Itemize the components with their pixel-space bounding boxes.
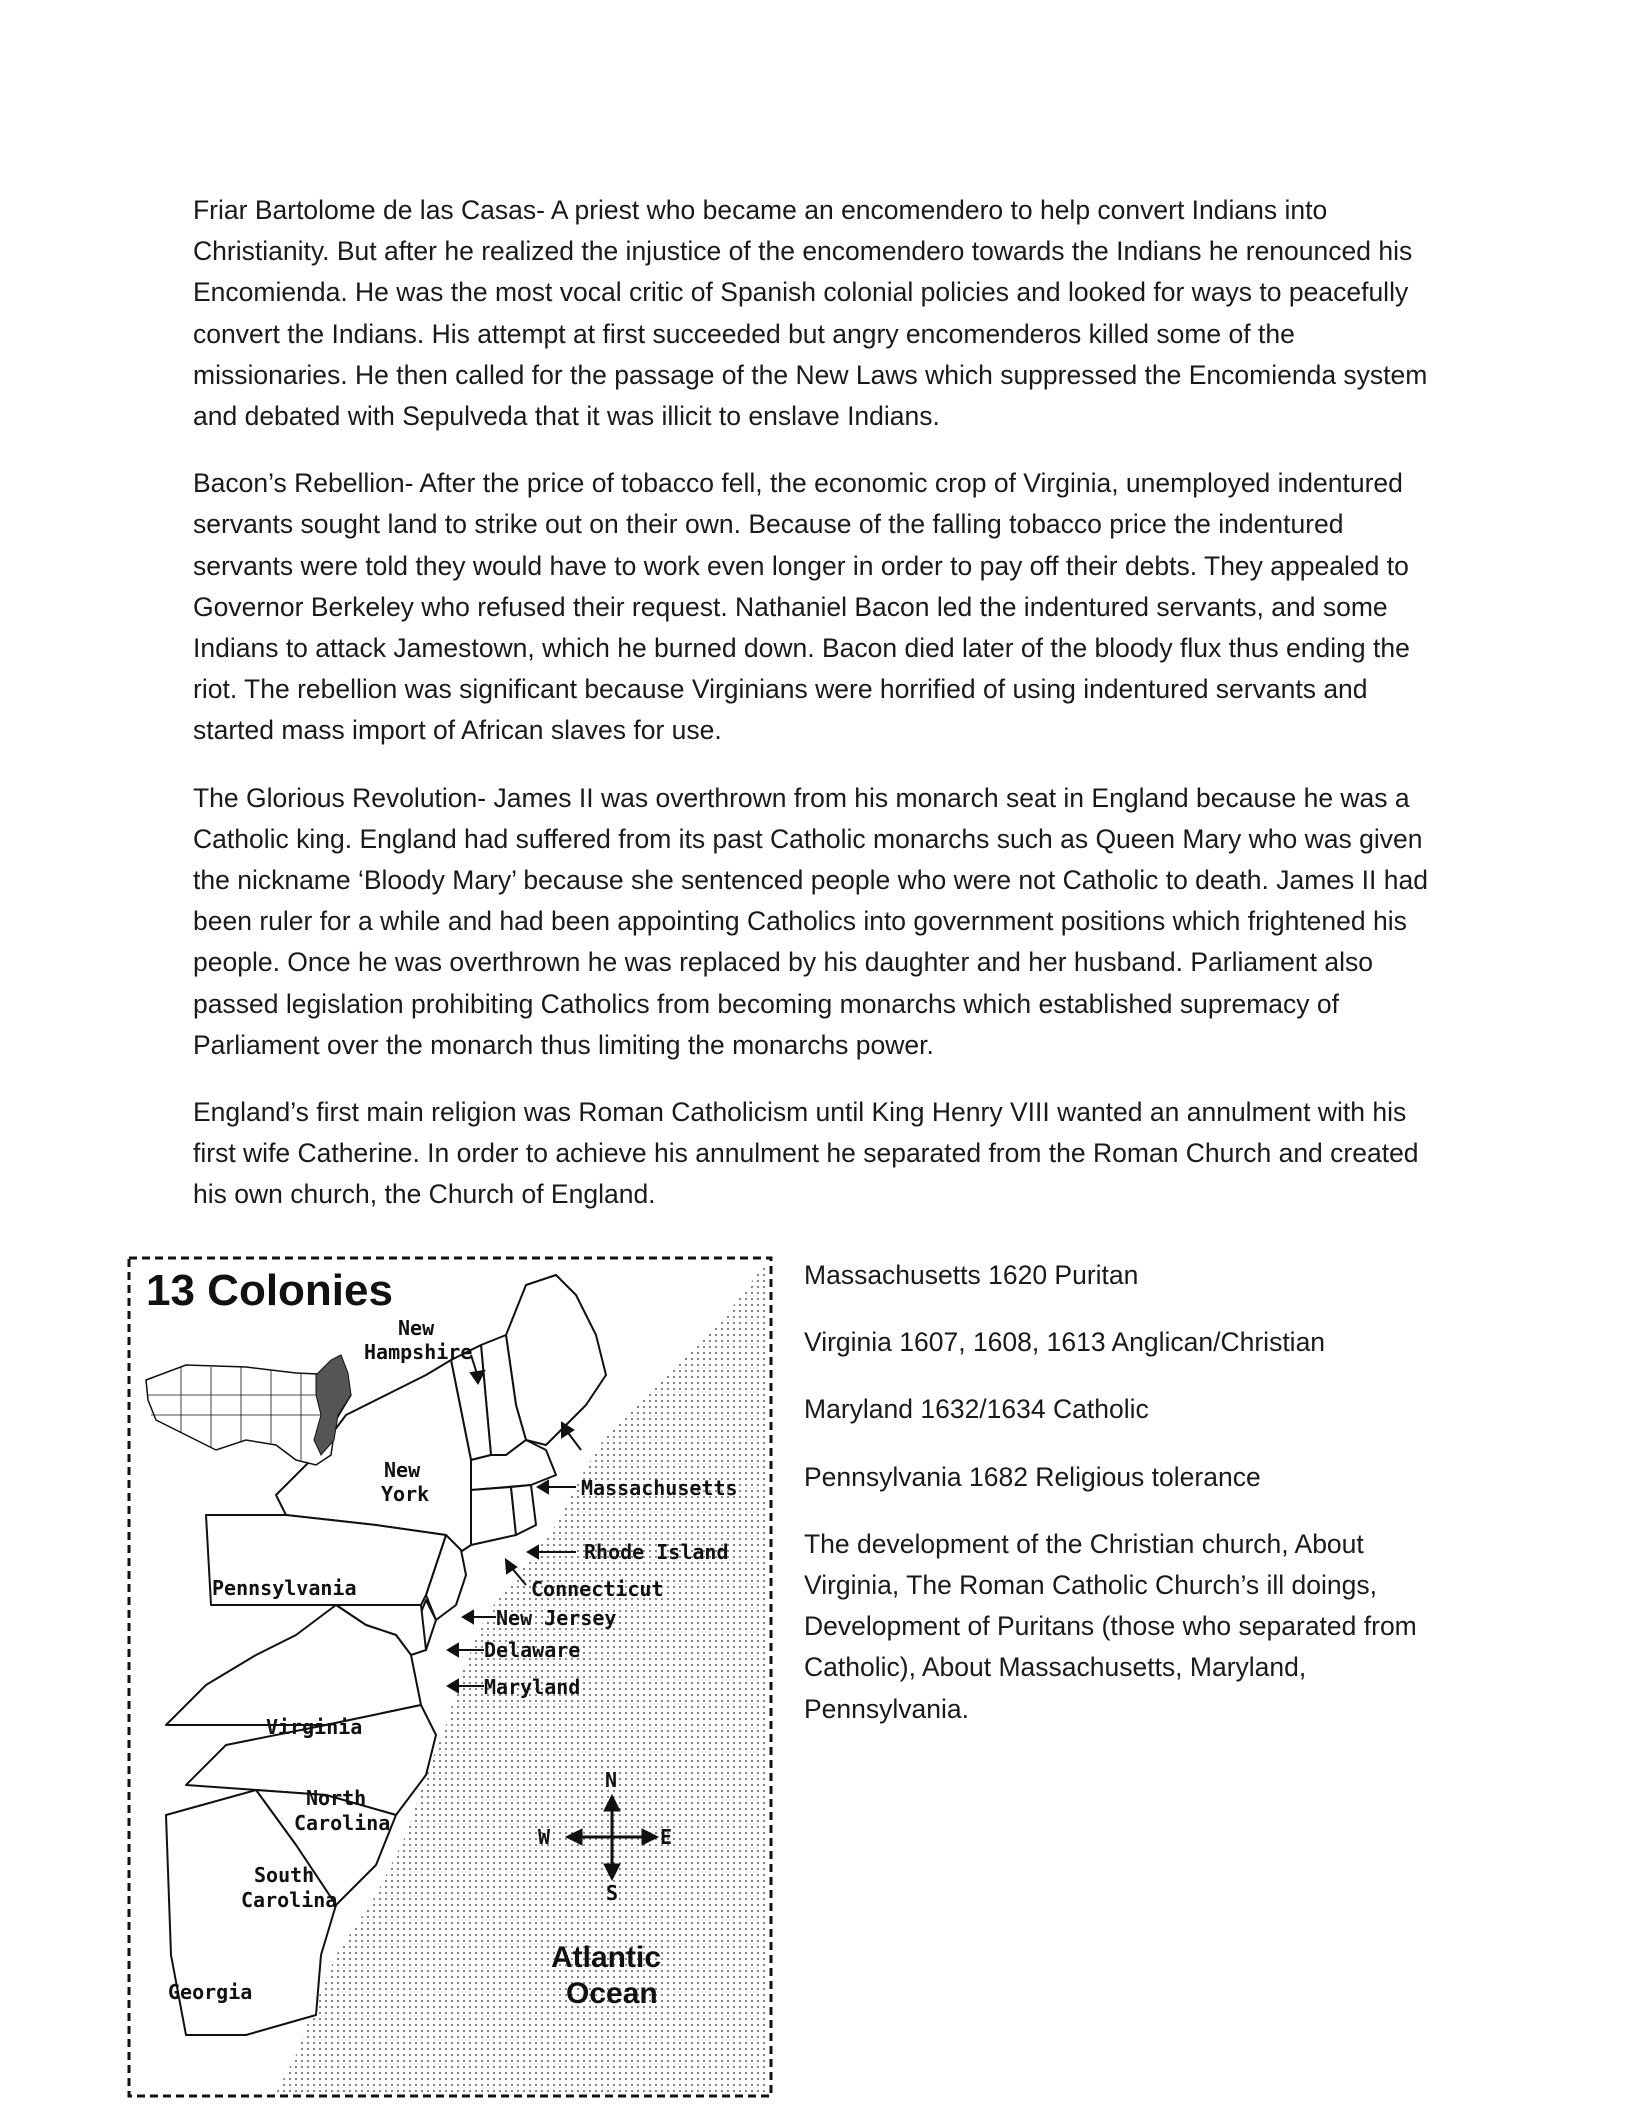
paragraph-glorious-revolution: The Glorious Revolution- James II was overthrown from his monarch seat in England because he was a Catholic king. England had suffered from its past Catholic monarchs such as Queen Mary who was given the nickname ‘Bloody Mary’ because she sentenced people who were not Catholic to death. James II had been ruler for a while and had been appointing Catholics into government positions which frightened his people. Once he was overthrown he was replaced by his daughter and her husband. Parliament also passed legislation prohibiting Catholics from becoming monarchs which established supremacy of Parliament over the monarch thus limiting the monarchs power. xyxy=(193,782,1428,1060)
note-topics: The development of the Christian church, About Virginia, The Roman Catholic Church’s ill doings, Development of Puritans (those who separated from Catholic), About Massachusetts, Maryland, Pennsylvania. xyxy=(804,1528,1417,1724)
label-new-york-2: York xyxy=(381,1482,430,1506)
label-pennsylvania: Pennsylvania xyxy=(212,1576,357,1600)
label-delaware: Delaware xyxy=(484,1638,581,1662)
colonies-map xyxy=(126,1255,774,2100)
label-massachusetts: Massachusetts xyxy=(581,1476,738,1500)
label-new-jersey: New Jersey xyxy=(496,1606,617,1630)
ocean-label-1: Atlantic xyxy=(551,1941,662,1974)
compass-e: E xyxy=(660,1825,673,1849)
compass-s: S xyxy=(606,1881,619,1905)
label-north-carolina-2: Carolina xyxy=(294,1811,391,1835)
paragraph-church-of-england: England’s first main religion was Roman Catholicism until King Henry VIII wanted an annulment with his first wife Catherine. In order to achieve his annulment he separated from the Roman Church and created his own church, the Church of England. xyxy=(193,1097,1419,1210)
paragraph-bacons-rebellion: Bacon’s Rebellion- After the price of tobacco fell, the economic crop of Virginia, unemployed indentured servants sought land to strike out on their own. Because of the falling tobacco price the indentured servants were told they would have to work even longer in order to pay off their debts. They appealed to Governor Berkeley who refused their request. Nathaniel Bacon led the indentured servants, and some Indians to attack Jamestown, which he burned down. Bacon died later of the bloody flux thus ending the riot. The rebellion was significant because Virginians were horrified of using indentured servants and started mass import of African slaves for use. xyxy=(193,468,1410,746)
label-virginia: Virginia xyxy=(266,1715,363,1739)
lower-section xyxy=(126,1255,1446,2105)
map-title: 13 Colonies xyxy=(146,1266,393,1315)
note-virginia: Virginia 1607, 1608, 1613 Anglican/Christian xyxy=(804,1327,1326,1358)
label-new-york-1: New xyxy=(384,1458,421,1482)
us-inset-map xyxy=(146,1355,351,1465)
label-north-carolina-1: North xyxy=(306,1786,367,1810)
side-notes xyxy=(804,1255,1454,1756)
label-rhode-island: Rhode Island xyxy=(584,1540,729,1564)
label-south-carolina-2: Carolina xyxy=(241,1888,338,1912)
paragraph-las-casas: Friar Bartolome de las Casas- A priest who became an encomendero to help convert Indians into Christianity. But after he realized the injustice of the encomendero towards the Indians he renounced his Encomienda. He was the most vocal critic of Spanish colonial policies and looked for ways to peacefully convert the Indians. His attempt at first succeeded but angry encomenderos killed some of the missionaries. He then called for the passage of the New Laws which suppressed the Encomienda system and debated with Sepulveda that it was illicit to enslave Indians. xyxy=(193,195,1428,432)
label-maryland: Maryland xyxy=(484,1675,581,1699)
note-massachusetts: Massachusetts 1620 Puritan xyxy=(804,1260,1139,1290)
connecticut-shape xyxy=(471,1487,516,1545)
label-south-carolina-1: South xyxy=(254,1863,315,1887)
compass-w: W xyxy=(538,1825,551,1849)
label-georgia: Georgia xyxy=(168,1980,253,2004)
note-maryland: Maryland 1632/1634 Catholic xyxy=(804,1394,1149,1425)
label-new-hampshire-2: Hampshire xyxy=(364,1340,473,1364)
note-pennsylvania: Pennsylvania 1682 Religious tolerance xyxy=(804,1461,1261,1492)
label-connecticut: Connecticut xyxy=(531,1577,664,1601)
document-body xyxy=(193,190,1443,1242)
label-new-hampshire-1: New xyxy=(398,1316,435,1340)
compass-n: N xyxy=(605,1768,618,1792)
ocean-label-2: Ocean xyxy=(566,1977,658,2010)
rhode-island-shape xyxy=(511,1485,536,1535)
